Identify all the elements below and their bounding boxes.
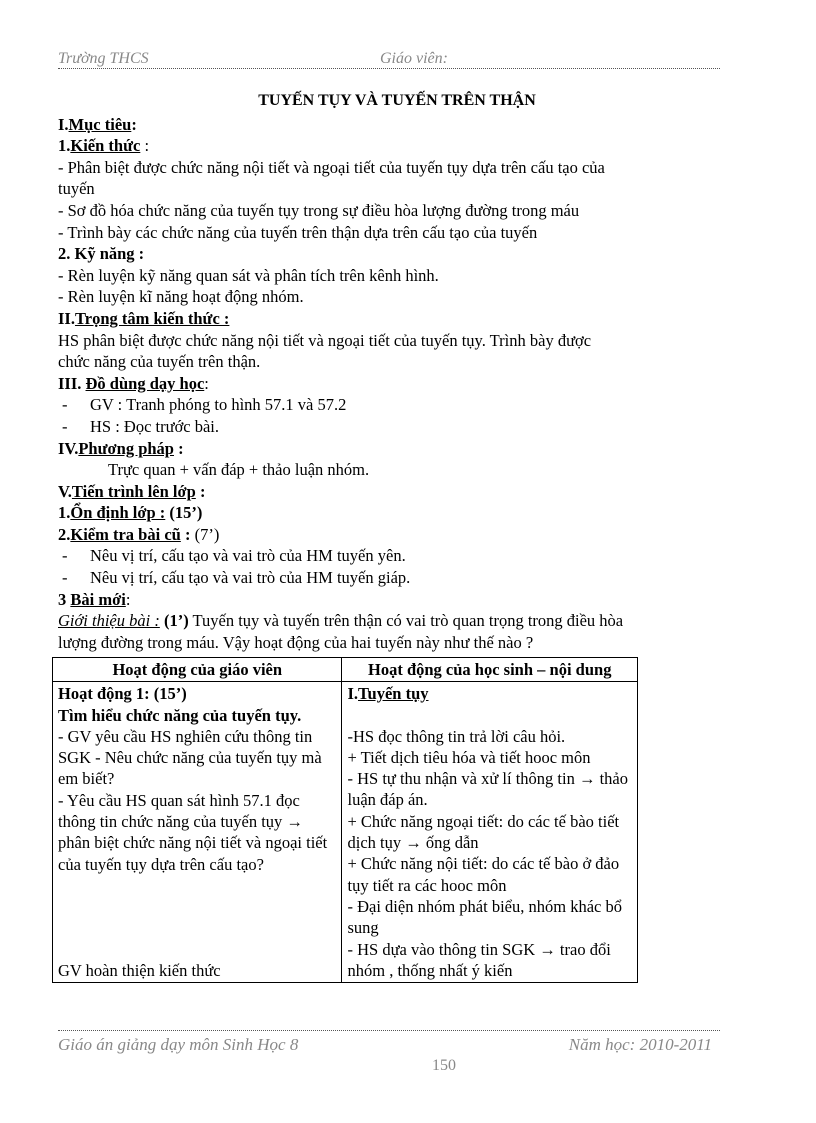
method-text: Trực quan + vấn đáp + thảo luận nhóm. xyxy=(108,460,370,480)
section-materials: III. Đồ dùng dạy học: xyxy=(58,373,209,393)
student-step: + Chức năng ngoại tiết: do các tế bào tiết dịch tụy → ống dẫn xyxy=(347,811,620,853)
key-knowledge-text: HS phân biệt được chức năng nội tiết và ngoại tiết của tuyến tụy. Trình bày được chức năng của tuyến trên thận. xyxy=(58,330,592,372)
knowledge-item: - Trình bày các chức năng của tuyến trên thận dựa trên cấu tạo của tuyến xyxy=(58,222,538,242)
table-row xyxy=(53,682,638,983)
document-title: TUYẾN TỤY VÀ TUYẾN TRÊN THẬN xyxy=(258,92,536,109)
section-objectives: I.Mục tiêu: xyxy=(58,114,137,134)
knowledge-item: - Sơ đồ hóa chức năng của tuyến tụy trong sự điều hòa lượng đường trong máu xyxy=(58,200,580,220)
material-item: - HS : Đọc trước bài. xyxy=(62,416,220,436)
table-header-row xyxy=(53,658,638,682)
knowledge-item: tuyến xyxy=(58,179,95,199)
header-teacher: Giáo viên: xyxy=(380,50,448,67)
col-teacher-header: Hoạt động của giáo viên xyxy=(53,658,342,682)
content-heading: I.Tuyến tụy xyxy=(347,684,429,704)
page-number: 150 xyxy=(432,1057,456,1074)
step-new-lesson: 3 Bài mới: xyxy=(58,589,131,609)
student-step: - HS tự thu nhận và xử lí thông tin → thảo luận đáp án. xyxy=(347,769,628,810)
page-footer xyxy=(58,1030,720,1054)
knowledge-item: - Phân biệt được chức năng nội tiết và ngoại tiết của tuyến tụy dựa trên cấu tạo của xyxy=(58,157,605,177)
step-stabilize: 1.Ổn định lớp : (15’) xyxy=(58,503,203,523)
student-step: -HS đọc thông tin trả lời câu hỏi. xyxy=(347,726,566,746)
material-item: - GV : Tranh phóng to hình 57.1 và 57.2 xyxy=(62,395,347,415)
teacher-activity-cell xyxy=(53,682,342,983)
lesson-intro: Giới thiệu bài : (1’) Tuyến tụy và tuyến trên thận có vai trò quan trọng trong điều hòa lượng đường trong máu. Vậy hoạt động của hai tuyến này như thế nào ? xyxy=(58,611,624,652)
student-activity-cell xyxy=(342,682,638,983)
activity-subtitle: Tìm hiểu chức năng của tuyến tụy. xyxy=(58,705,302,725)
activity-title: Hoạt động 1: (15’) xyxy=(58,684,187,704)
activity-table xyxy=(52,657,638,983)
section-key-knowledge: II.Trọng tâm kiến thức : xyxy=(58,308,230,328)
skill-item: - Rèn luyện kĩ năng hoạt động nhóm. xyxy=(58,287,304,307)
teacher-step: - GV yêu cầu HS nghiên cứu thông tin SGK - Nêu chức năng của tuyến tụy mà em biết? xyxy=(58,726,322,789)
footer-course: Giáo án giảng dạy môn Sinh Học 8 xyxy=(58,1035,299,1054)
teacher-step: GV hoàn thiện kiến thức xyxy=(58,960,221,980)
document-body xyxy=(58,90,728,653)
page-header xyxy=(58,50,720,69)
review-question: - Nêu vị trí, cấu tạo và vai trò của HM tuyến yên. xyxy=(62,546,406,566)
section-method: IV.Phương pháp : xyxy=(58,438,184,458)
step-review: 2.Kiểm tra bài cũ : (7’) xyxy=(58,524,220,544)
student-step: + Chức năng nội tiết: do các tế bào ở đảo tụy tiết ra các hooc môn xyxy=(347,854,620,895)
teacher-step: - Yêu cầu HS quan sát hình 57.1 đọc thông tin chức năng của tuyến tụy → phân biệt chức năng nội tiết và ngoại tiết của tuyến tụy dựa trên cấu tạo? xyxy=(58,790,328,874)
subsection-knowledge: 1.Kiến thức : xyxy=(58,136,150,156)
subsection-skills: 2. Kỹ năng : xyxy=(58,244,145,264)
header-school: Trường THCS xyxy=(58,50,149,67)
skill-item: - Rèn luyện kỹ năng quan sát và phân tích trên kênh hình. xyxy=(58,265,439,285)
review-question: - Nêu vị trí, cấu tạo và vai trò của HM tuyến giáp. xyxy=(62,568,411,588)
footer-school-year: Năm học: 2010-2011 xyxy=(568,1035,712,1054)
student-step: + Tiết dịch tiêu hóa và tiết hooc môn xyxy=(347,747,591,767)
student-step: - HS dựa vào thông tin SGK → trao đổi nhóm , thống nhất ý kiến xyxy=(347,939,611,980)
section-procedure: V.Tiến trình lên lớp : xyxy=(58,481,206,501)
student-step: - Đại diện nhóm phát biểu, nhóm khác bổ sung xyxy=(347,896,622,938)
col-student-header: Hoạt động của học sinh – nội dung xyxy=(342,658,638,682)
